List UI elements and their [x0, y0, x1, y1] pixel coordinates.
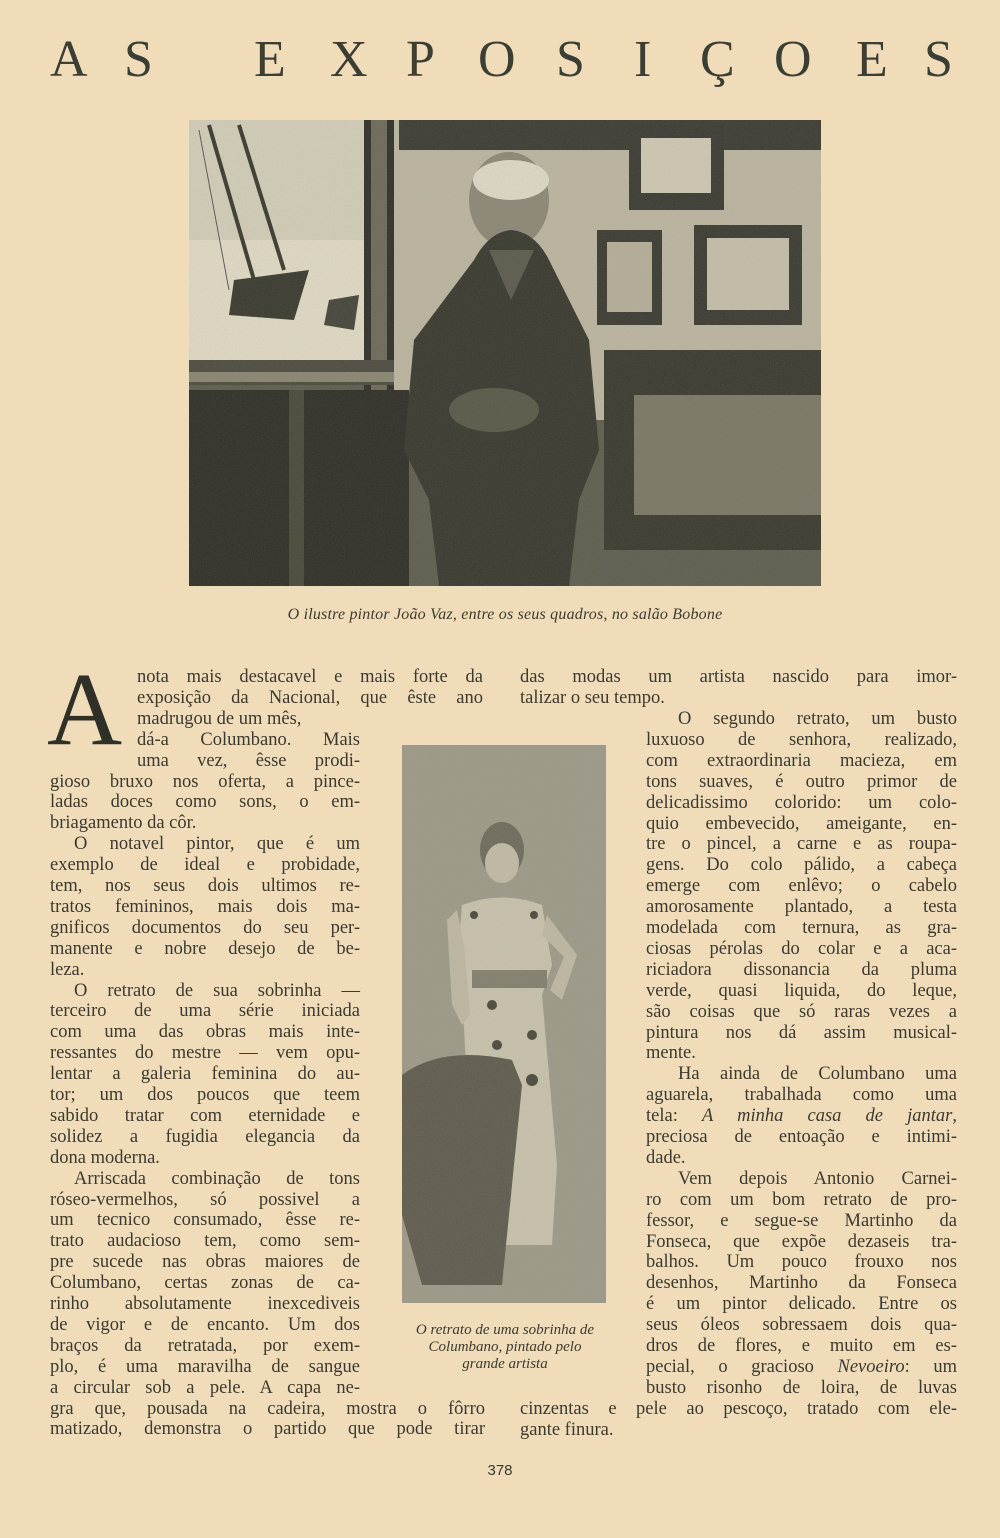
article-line: lentar a galeria feminina do au-: [50, 1064, 360, 1085]
article-line: O segundo retrato, um busto: [678, 709, 957, 729]
title-letter: X: [330, 31, 368, 88]
title-letter: S: [124, 31, 153, 88]
article-line: gante finura.: [520, 1419, 614, 1440]
article-line: riciadora dissonancia da pluma: [646, 959, 957, 980]
article-line: ciosas pérolas do colar e a aca-: [646, 938, 957, 959]
article-line: modelada com ternura, as gra-: [646, 918, 957, 938]
article-line: preciosa de entoação e intimi-: [646, 1127, 957, 1147]
article-line: luxuoso de senhora, realizado,: [646, 729, 957, 750]
article-line: tor; um dos poucos que teem: [50, 1085, 360, 1105]
article-line: cinzentas e pele ao pescoço, tratado com ele-: [520, 1398, 957, 1419]
article-line: plo, é uma maravilha de sangue: [50, 1356, 360, 1377]
article-line: dá-a Columbano. Mais: [137, 729, 360, 750]
title-letter: S: [924, 31, 953, 88]
title-letter: P: [406, 31, 435, 88]
drop-cap: A: [47, 652, 123, 767]
article-line: gioso bruxo nos oferta, a pince-: [50, 771, 360, 792]
title-letter: I: [634, 31, 652, 88]
article-line: tem, nos seus dois ultimos re-: [50, 876, 360, 896]
article-line: desenhos, Martinho da Fonseca: [646, 1273, 957, 1294]
text: ,: [952, 1106, 957, 1127]
article-line: ro com um bom retrato de pro-: [646, 1189, 957, 1210]
portrait-caption-line: grande artista: [462, 1356, 548, 1372]
article-line: sabido tratar com eternidade e: [50, 1105, 360, 1126]
article-line: gra que, pousada na cadeira, mostra o fôrro: [50, 1398, 485, 1419]
article-line: dros de flores, e muito em es-: [646, 1336, 957, 1356]
text: tela:: [646, 1106, 702, 1127]
article-line: Vem depois Antonio Carnei-: [678, 1168, 957, 1189]
article-line: mente.: [646, 1043, 696, 1064]
article-line: fessor, e segue-se Martinho da: [646, 1210, 957, 1231]
article-line: quio embevecido, ameigante, en-: [646, 813, 957, 834]
article-line: ladas doces como sons, o em-: [50, 792, 360, 813]
article-line: das modas um artista nascido para imor-: [520, 667, 957, 687]
article-line: O retrato de sua sobrinha —: [74, 980, 360, 1001]
portrait-caption-line: Columbano, pintado pelo: [428, 1339, 582, 1355]
article-line: gnificos documentos do seu per-: [50, 917, 360, 938]
artwork-title: Nevoeiro: [837, 1356, 905, 1377]
title-letter: E: [254, 31, 286, 88]
text: : um: [904, 1356, 957, 1377]
article-line: são coisas que só raras vezes a: [646, 1001, 957, 1022]
article-line: busto risonho de loira, de luvas: [646, 1377, 957, 1398]
article-line: delicadissimo colorido: um colo-: [646, 792, 957, 813]
article-line: [646, 1106, 957, 1127]
article-line: matizado, demonstra o partido que pode tirar: [50, 1419, 485, 1440]
article-line: Columbano, certas zonas de ca-: [50, 1273, 360, 1294]
article-line: exposição da Nacional, que êste ano: [137, 687, 483, 708]
article-line: pintura nos dá assim musical-: [646, 1022, 957, 1043]
article-line: nota mais destacavel e mais forte da: [137, 667, 483, 687]
article-line: trato audacioso tem, como sem-: [50, 1231, 360, 1252]
article-line: ressantes do mestre — vem opu-: [50, 1043, 360, 1064]
text: pecial, o gracioso: [646, 1356, 838, 1377]
photo-caption: O ilustre pintor João Vaz, entre os seus quadros, no salão Bobone: [287, 606, 723, 623]
article-line: aguarela, trabalhada como uma: [646, 1085, 957, 1106]
title-letter: O: [478, 31, 516, 88]
article-line: pre sucede nas obras maiores de: [50, 1252, 360, 1273]
article-line: solidez a fugidia elegancia da: [50, 1126, 360, 1147]
article-line: Ha ainda de Columbano uma: [678, 1064, 957, 1085]
article-line: terceiro de uma série iniciada: [50, 1001, 360, 1022]
title-letter: S: [556, 31, 585, 88]
article-line: [646, 1357, 957, 1378]
artwork-title: A minha casa de jantar: [701, 1106, 953, 1127]
article-line: a circular sob a pele. A capa ne-: [50, 1377, 360, 1398]
title-letter: E: [856, 31, 888, 88]
article-line: madrugou de um mês,: [137, 708, 302, 729]
article-line: rinho absolutamente inexcediveis: [50, 1294, 360, 1314]
article-line: Arriscada combinação de tons: [74, 1168, 360, 1189]
article-line: manente e nobre desejo de be-: [50, 938, 360, 959]
article-line: emerge com enlêvo; o cabelo: [646, 876, 957, 897]
article-line: tre o pincel, a carne e as roupa-: [646, 834, 957, 855]
article-line: briagamento da côr.: [50, 813, 197, 834]
article-line: tratos femininos, mais dois ma-: [50, 896, 360, 917]
article-line: dona moderna.: [50, 1147, 160, 1168]
article-line: com extraordinaria macieza, em: [646, 750, 957, 771]
article-line: gens. Do colo pálido, a cabeça: [646, 855, 957, 876]
portrait-caption: [375, 1322, 635, 1373]
article-line: seus óleos sobressaem dois qua-: [646, 1315, 957, 1336]
portrait-caption-line: O retrato de uma sobrinha de: [415, 1322, 595, 1338]
article-line: dade.: [646, 1147, 686, 1168]
photo-painter-in-gallery: [189, 120, 821, 586]
article-line: Fonseca, que expõe dezaseis tra-: [646, 1231, 957, 1252]
title-letter: A: [50, 31, 88, 88]
article-line: é um pintor delicado. Entre os: [646, 1294, 957, 1315]
article-line: uma vez, êsse prodi-: [137, 750, 360, 771]
article-line: com uma das obras mais inte-: [50, 1022, 360, 1043]
article-line: róseo-vermelhos, só possivel a: [50, 1189, 360, 1210]
page-title: [0, 30, 1000, 90]
article-line: balhos. Um pouco frouxo nos: [646, 1252, 957, 1273]
article-line: amorosamente plantado, a testa: [646, 897, 957, 918]
page-number: 378: [487, 1462, 513, 1479]
article-line: de vigor e de encanto. Um dos: [50, 1314, 360, 1335]
article-line: verde, quasi liquida, do leque,: [646, 980, 957, 1001]
article-line: braços da retratada, por exem-: [50, 1335, 360, 1356]
article-line: O notavel pintor, que é um: [74, 834, 360, 855]
article-line: um tecnico consumado, êsse re-: [50, 1210, 360, 1231]
article-line: exemplo de ideal e probidade,: [50, 855, 360, 876]
article-line: leza.: [50, 959, 85, 980]
article-line: talizar o seu tempo.: [520, 688, 665, 708]
title-letter: O: [774, 31, 812, 88]
article-line: tons suaves, é outro primor de: [646, 771, 957, 792]
photo-portrait-niece: [402, 745, 606, 1303]
title-letter: Ç: [700, 31, 735, 88]
